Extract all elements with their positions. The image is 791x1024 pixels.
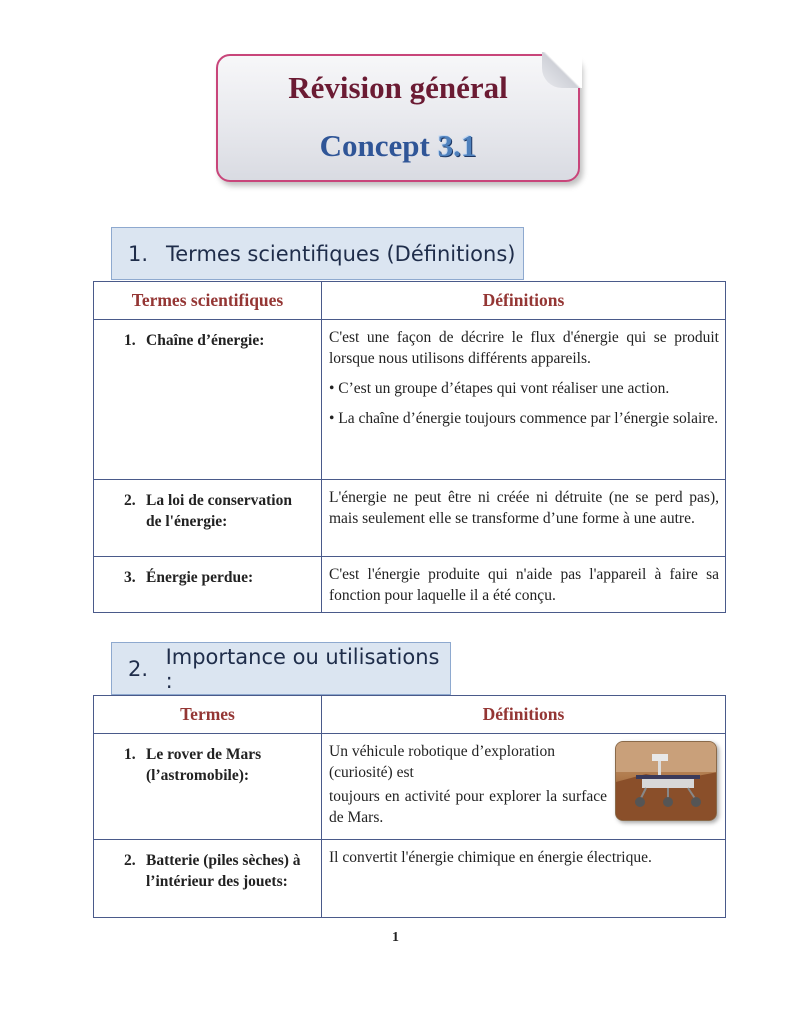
- section2-title: Importance ou utilisations :: [165, 644, 440, 693]
- title-line1: Révision général: [288, 70, 508, 105]
- definition-cell: [322, 320, 726, 480]
- term-number: 3.: [124, 569, 136, 586]
- definition-text: C'est l'énergie produite qui n'aide pas l'appareil à faire sa fonction pour laquelle il a été conçu.: [329, 566, 719, 604]
- term-label: La loi de conservation de l'énergie:: [146, 492, 292, 530]
- definitions-table: [93, 281, 726, 613]
- term-label: Énergie perdue:: [146, 569, 254, 586]
- table-row: [94, 320, 726, 480]
- title-card: [216, 54, 580, 182]
- term-number: 2.: [124, 492, 136, 509]
- term-number: 1.: [124, 746, 136, 763]
- section1-header: [111, 227, 524, 280]
- definition-text: C'est une façon de décrire le flux d'énergie qui se produit lorsque nous utilisons différents appareils.: [329, 329, 719, 367]
- definition-text: Il convertit l'énergie chimique en énergie électrique.: [329, 849, 652, 866]
- table-row: [94, 734, 726, 840]
- column-header-terms: Termes: [94, 696, 322, 734]
- definition-text: toujours en activité pour explorer la surface de Mars.: [329, 788, 607, 826]
- section2-number: 2.: [128, 656, 149, 681]
- definition-cell: [322, 557, 726, 613]
- column-header-terms: Termes scientifiques: [94, 282, 322, 320]
- term-label: Batterie (piles sèches) à l’intérieur des jouets:: [146, 852, 301, 890]
- term-label: Chaîne d’énergie:: [146, 332, 265, 349]
- term-label: Le rover de Mars (l’astromobile):: [146, 746, 262, 784]
- definition-cell: [322, 480, 726, 557]
- definition-text: L'énergie ne peut être ni créée ni détruite (ne se perd pas), mais seulement elle se transforme d’une forme à une autre.: [329, 489, 719, 527]
- term-cell: [94, 734, 322, 840]
- title-concept-number: 3.1: [437, 128, 477, 163]
- term-cell: [94, 320, 322, 480]
- table-row: [94, 557, 726, 613]
- column-header-definitions: Définitions: [322, 696, 726, 734]
- term-cell: [94, 840, 322, 918]
- table-header-row: [94, 282, 726, 320]
- term-number: 1.: [124, 332, 136, 349]
- definition-bullet: • C’est un groupe d’étapes qui vont réaliser une action.: [329, 380, 670, 397]
- section2-header: [111, 642, 451, 695]
- section1-title: Termes scientifiques (Définitions): [166, 241, 516, 266]
- table-header-row: [94, 696, 726, 734]
- term-cell: [94, 557, 322, 613]
- mars-rover-image: [615, 741, 717, 821]
- uses-table: [93, 695, 726, 918]
- column-header-definitions: Définitions: [322, 282, 726, 320]
- title-line2: [218, 128, 578, 164]
- page-number: 1: [392, 930, 399, 945]
- term-number: 2.: [124, 852, 136, 869]
- definition-text: Un véhicule robotique d’exploration (curiosité) est: [329, 743, 555, 781]
- table-row: [94, 480, 726, 557]
- section1-number: 1.: [128, 241, 149, 266]
- definition-cell: [322, 734, 726, 840]
- table-row: [94, 840, 726, 918]
- definition-cell: [322, 840, 726, 918]
- definition-bullet: • La chaîne d’énergie toujours commence par l’énergie solaire.: [329, 410, 719, 427]
- title-concept-label: Concept: [319, 128, 430, 163]
- term-cell: [94, 480, 322, 557]
